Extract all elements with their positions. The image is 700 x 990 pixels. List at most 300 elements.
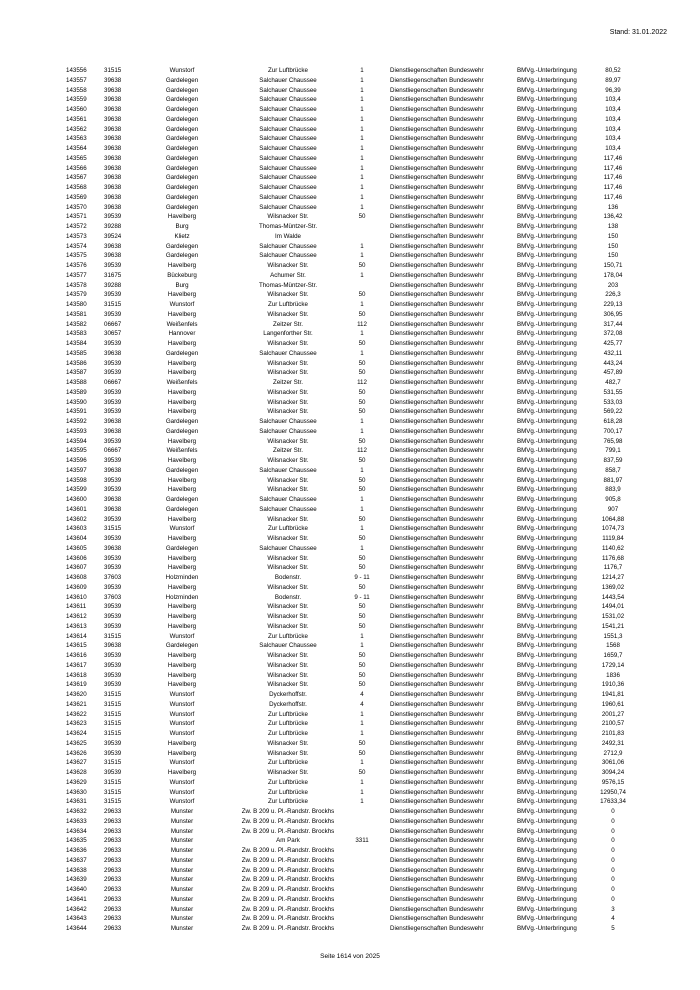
table-row: 143612 39539 Havelberg Wilsnacker Str. 50 Dienstliegenschaften Bundeswehr BMVg.-Unterbringung 1531,02 (66, 613, 625, 620)
cell-usage: BMVg.-Unterbringung (517, 418, 577, 425)
cell-usage: BMVg.-Unterbringung (517, 203, 577, 211)
cell-property-type: Dienstliegenschaften Bundeswehr (390, 154, 484, 162)
cell-postcode: 39638 (104, 145, 122, 152)
cell-id: 143579 (66, 291, 87, 299)
cell-property-type: Dienstliegenschaften Bundeswehr (390, 613, 484, 620)
cell-id: 143635 (66, 837, 87, 845)
table-row: 143631 31515 Wunstorf Zur Luftbrücke 1 Dienstliegenschaften Bundeswehr BMVg.-Unterbringung 17633,34 (66, 798, 626, 806)
cell-property-type: Dienstliegenschaften Bundeswehr (390, 76, 484, 84)
property-table (0, 66, 700, 934)
cell-postcode: 39539 (104, 369, 122, 377)
cell-id: 143602 (66, 515, 87, 523)
cell-id: 143638 (66, 866, 87, 874)
cell-id: 143564 (66, 145, 87, 152)
cell-usage: BMVg.-Unterbringung (517, 876, 577, 884)
cell-property-type: Dienstliegenschaften Bundeswehr (390, 408, 484, 416)
cell-usage: BMVg.-Unterbringung (517, 808, 577, 815)
cell-usage: BMVg.-Unterbringung (517, 778, 577, 786)
table-row: 143600 39638 Gardelegen Salchauer Chaussee 1 Dienstliegenschaften Bundeswehr BMVg.-Unterbringung 905,8 (66, 496, 621, 503)
cell-postcode: 29633 (104, 847, 122, 854)
cell-id: 143565 (66, 154, 87, 162)
cell-usage: BMVg.-Unterbringung (517, 505, 577, 513)
table-row: 143562 39638 Gardelegen Salchauer Chaussee 1 Dienstliegenschaften Bundeswehr BMVg.-Unterbringung 103,4 (66, 125, 621, 133)
cell-id: 143578 (66, 281, 87, 289)
cell-property-type: Dienstliegenschaften Bundeswehr (390, 437, 484, 445)
table-row: 143568 39638 Gardelegen Salchauer Chaussee 1 Dienstliegenschaften Bundeswehr BMVg.-Unterbringung 117,46 (66, 184, 623, 191)
cell-usage: BMVg.-Unterbringung (517, 252, 577, 260)
cell-postcode: 31515 (104, 720, 122, 728)
cell-usage: BMVg.-Unterbringung (517, 544, 577, 552)
cell-property-type: Dienstliegenschaften Bundeswehr (390, 252, 484, 260)
stand-date: Stand: 31.01.2022 (609, 29, 667, 36)
cell-usage: BMVg.-Unterbringung (517, 749, 577, 757)
cell-id: 143618 (66, 671, 87, 679)
cell-property-type: Dienstliegenschaften Bundeswehr (390, 905, 484, 913)
cell-id: 143585 (66, 349, 87, 357)
cell-usage: BMVg.-Unterbringung (517, 632, 577, 640)
table-row: 143623 31515 Wunstorf Zur Luftbrücke 1 Dienstliegenschaften Bundeswehr BMVg.-Unterbringung 2100,57 (66, 720, 625, 728)
table-row: 143624 31515 Wunstorf Zur Luftbrücke 1 Dienstliegenschaften Bundeswehr BMVg.-Unterbringung 2101,83 (66, 730, 625, 737)
cell-usage: BMVg.-Unterbringung (517, 905, 577, 913)
cell-usage: BMVg.-Unterbringung (517, 349, 577, 357)
cell-property-type: Dienstliegenschaften Bundeswehr (390, 691, 484, 698)
table-row: 143587 39539 Havelberg Wilsnacker Str. 50 Dienstliegenschaften Bundeswehr BMVg.-Unterbringung 457,89 (66, 369, 623, 377)
cell-postcode: 39638 (104, 544, 122, 552)
cell-id: 143583 (66, 330, 87, 338)
cell-postcode: 31515 (104, 759, 122, 767)
cell-property-type: Dienstliegenschaften Bundeswehr (390, 681, 484, 689)
cell-postcode: 39539 (104, 564, 122, 572)
cell-postcode: 39638 (104, 115, 122, 123)
cell-usage: BMVg.-Unterbringung (517, 330, 577, 338)
cell-property-type: Dienstliegenschaften Bundeswehr (390, 291, 484, 299)
cell-postcode: 39638 (104, 193, 122, 201)
cell-property-type: Dienstliegenschaften Bundeswehr (390, 379, 484, 386)
cell-property-type: Dienstliegenschaften Bundeswehr (390, 837, 484, 845)
cell-id: 143606 (66, 554, 87, 562)
cell-id: 143629 (66, 778, 87, 786)
table-row: 143564 39638 Gardelegen Salchauer Chaussee 1 Dienstliegenschaften Bundeswehr BMVg.-Unterbringung 103,4 (66, 145, 621, 152)
cell-postcode: 39539 (104, 554, 122, 562)
cell-property-type: Dienstliegenschaften Bundeswehr (390, 106, 484, 113)
cell-usage: BMVg.-Unterbringung (517, 135, 577, 143)
cell-postcode: 39539 (104, 671, 122, 679)
cell-usage: BMVg.-Unterbringung (517, 847, 577, 854)
cell-postcode: 39539 (104, 476, 122, 484)
cell-id: 143611 (66, 603, 87, 611)
table-row: 143574 39638 Gardelegen Salchauer Chaussee 1 Dienstliegenschaften Bundeswehr BMVg.-Unterbringung 150 (66, 242, 619, 250)
cell-usage: BMVg.-Unterbringung (517, 164, 577, 172)
cell-usage: BMVg.-Unterbringung (517, 447, 577, 455)
cell-property-type: Dienstliegenschaften Bundeswehr (390, 457, 484, 464)
cell-id: 143642 (66, 905, 87, 913)
cell-property-type: Dienstliegenschaften Bundeswehr (390, 427, 484, 435)
cell-postcode: 39638 (104, 349, 122, 357)
cell-property-type: Dienstliegenschaften Bundeswehr (390, 515, 484, 523)
cell-usage: BMVg.-Unterbringung (517, 457, 577, 464)
cell-id: 143636 (66, 847, 87, 854)
cell-property-type: Dienstliegenschaften Bundeswehr (390, 359, 484, 367)
cell-usage: BMVg.-Unterbringung (517, 193, 577, 201)
cell-postcode: 31515 (104, 788, 122, 796)
cell-usage: BMVg.-Unterbringung (517, 622, 577, 630)
cell-usage: BMVg.-Unterbringung (517, 476, 577, 484)
cell-property-type: Dienstliegenschaften Bundeswehr (390, 827, 484, 835)
cell-postcode: 39539 (104, 388, 122, 396)
cell-usage: BMVg.-Unterbringung (517, 671, 577, 679)
cell-postcode: 39539 (104, 661, 122, 669)
cell-property-type: Dienstliegenschaften Bundeswehr (390, 583, 484, 591)
cell-id: 143584 (66, 340, 87, 347)
table-row: 143638 29633 Munster Zw. B 209 u. Pl.-Randstr. Brockhs Dienstliegenschaften Bundeswehr BMVg.-Unterbringung 0 (66, 866, 615, 874)
cell-usage: BMVg.-Unterbringung (517, 291, 577, 299)
cell-id: 143592 (66, 418, 87, 425)
cell-usage: BMVg.-Unterbringung (517, 184, 577, 191)
table-row: 143644 29633 Munster Zw. B 209 u. Pl.-Randstr. Brockhs Dienstliegenschaften Bundeswehr BMVg.-Unterbringung 5 (66, 925, 615, 932)
cell-postcode: 29633 (104, 817, 122, 825)
cell-usage: BMVg.-Unterbringung (517, 886, 577, 893)
cell-id: 143591 (66, 408, 87, 416)
cell-id: 143560 (66, 106, 87, 113)
table-row: 143614 31515 Wunstorf Zur Luftbrücke 1 Dienstliegenschaften Bundeswehr BMVg.-Unterbringung 1551,3 (66, 632, 623, 640)
cell-property-type: Dienstliegenschaften Bundeswehr (390, 115, 484, 123)
table-row: 143616 39539 Havelberg Wilsnacker Str. 50 Dienstliegenschaften Bundeswehr BMVg.-Unterbringung 1659,7 (66, 652, 623, 659)
cell-property-type: Dienstliegenschaften Bundeswehr (390, 349, 484, 357)
cell-property-type: Dienstliegenschaften Bundeswehr (390, 886, 484, 893)
cell-property-type: Dienstliegenschaften Bundeswehr (390, 223, 484, 230)
cell-id: 143643 (66, 915, 87, 923)
table-row: 143593 39638 Gardelegen Salchauer Chaussee 1 Dienstliegenschaften Bundeswehr BMVg.-Unterbringung 700,17 (66, 427, 623, 435)
cell-property-type: Dienstliegenschaften Bundeswehr (390, 895, 484, 903)
table-row: 143577 31675 Bückeburg Achumer Str. 1 Dienstliegenschaften Bundeswehr BMVg.-Unterbringung 178,04 (66, 271, 623, 279)
cell-postcode: 39539 (104, 613, 122, 620)
cell-property-type: Dienstliegenschaften Bundeswehr (390, 135, 484, 143)
cell-postcode: 39638 (104, 106, 122, 113)
cell-usage: BMVg.-Unterbringung (517, 427, 577, 435)
cell-id: 143601 (66, 505, 87, 513)
cell-postcode: 31515 (104, 67, 122, 74)
cell-property-type: Dienstliegenschaften Bundeswehr (390, 505, 484, 513)
table-row: 143615 39638 Gardelegen Salchauer Chaussee 1 Dienstliegenschaften Bundeswehr BMVg.-Unterbringung 1568 (66, 642, 620, 650)
cell-usage: BMVg.-Unterbringung (517, 535, 577, 542)
table-row: 143594 39539 Havelberg Wilsnacker Str. 50 Dienstliegenschaften Bundeswehr BMVg.-Unterbringung 765,98 (66, 437, 623, 445)
cell-property-type: Dienstliegenschaften Bundeswehr (390, 817, 484, 825)
cell-usage: BMVg.-Unterbringung (517, 496, 577, 503)
cell-postcode: 29633 (104, 925, 122, 932)
cell-id: 143614 (66, 632, 87, 640)
table-row: 143598 39539 Havelberg Wilsnacker Str. 50 Dienstliegenschaften Bundeswehr BMVg.-Unterbringung 881,97 (66, 476, 623, 484)
table-row: 143595 06667 Weißenfels Zeitzer Str. 112 Dienstliegenschaften Bundeswehr BMVg.-Unterbringung 799,1 (66, 447, 621, 455)
cell-property-type: Dienstliegenschaften Bundeswehr (390, 544, 484, 552)
cell-usage: BMVg.-Unterbringung (517, 652, 577, 659)
cell-postcode: 39539 (104, 359, 122, 367)
cell-postcode: 30657 (104, 330, 122, 338)
table-row: 143626 39539 Havelberg Wilsnacker Str. 50 Dienstliegenschaften Bundeswehr BMVg.-Unterbringung 2712,9 (66, 749, 623, 757)
cell-property-type: Dienstliegenschaften Bundeswehr (390, 320, 484, 328)
cell-postcode: 39638 (104, 418, 122, 425)
cell-postcode: 39288 (104, 281, 122, 289)
table-row: 143573 39524 Klietz Im Walde Dienstliegenschaften Bundeswehr BMVg.-Unterbringung 150 (66, 232, 619, 240)
cell-property-type: Dienstliegenschaften Bundeswehr (390, 310, 484, 318)
cell-property-type: Dienstliegenschaften Bundeswehr (390, 271, 484, 279)
cell-usage: BMVg.-Unterbringung (517, 408, 577, 416)
cell-usage: BMVg.-Unterbringung (517, 340, 577, 347)
cell-usage: BMVg.-Unterbringung (517, 593, 577, 601)
cell-postcode: 39638 (104, 184, 122, 191)
cell-postcode: 39539 (104, 262, 122, 269)
cell-postcode: 39638 (104, 642, 122, 650)
table-row: 143560 39638 Gardelegen Salchauer Chaussee 1 Dienstliegenschaften Bundeswehr BMVg.-Unterbringung 103,4 (66, 106, 621, 113)
cell-postcode: 39539 (104, 652, 122, 659)
cell-postcode: 39638 (104, 96, 122, 104)
cell-id: 143567 (66, 174, 87, 182)
table-row: 143566 39638 Gardelegen Salchauer Chaussee 1 Dienstliegenschaften Bundeswehr BMVg.-Unterbringung 117,46 (66, 164, 623, 172)
table-row: 143582 06667 Weißenfels Zeitzer Str. 112 Dienstliegenschaften Bundeswehr BMVg.-Unterbringung 317,44 (66, 320, 623, 328)
table-row: 143606 39539 Havelberg Wilsnacker Str. 50 Dienstliegenschaften Bundeswehr BMVg.-Unterbringung 1176,68 (66, 554, 624, 562)
cell-property-type: Dienstliegenschaften Bundeswehr (390, 262, 484, 269)
cell-property-type: Dienstliegenschaften Bundeswehr (390, 447, 484, 455)
table-row: 143613 39539 Havelberg Wilsnacker Str. 50 Dienstliegenschaften Bundeswehr BMVg.-Unterbringung 1541,21 (66, 622, 625, 630)
cell-usage: BMVg.-Unterbringung (517, 798, 577, 806)
table-row: 143610 37603 Holzminden Bodenstr. 9 - 11 Dienstliegenschaften Bundeswehr BMVg.-Unterbringung 1443,54 (66, 593, 625, 601)
cell-property-type: Dienstliegenschaften Bundeswehr (390, 242, 484, 250)
table-row: 143605 39638 Gardelegen Salchauer Chaussee 1 Dienstliegenschaften Bundeswehr BMVg.-Unterbringung 1140,62 (66, 544, 624, 552)
table-row: 143558 39638 Gardelegen Salchauer Chaussee 1 Dienstliegenschaften Bundeswehr BMVg.-Unterbringung 96,39 (66, 86, 621, 94)
cell-usage: BMVg.-Unterbringung (517, 769, 577, 776)
cell-property-type: Dienstliegenschaften Bundeswehr (390, 720, 484, 728)
cell-postcode: 39638 (104, 252, 122, 260)
table-row: 143590 39539 Havelberg Wilsnacker Str. 50 Dienstliegenschaften Bundeswehr BMVg.-Unterbringung 533,03 (66, 398, 623, 406)
cell-property-type: Dienstliegenschaften Bundeswehr (390, 710, 484, 718)
cell-property-type: Dienstliegenschaften Bundeswehr (390, 301, 484, 308)
cell-id: 143622 (66, 710, 87, 718)
cell-id: 143619 (66, 681, 87, 689)
table-row: 143580 31515 Wunstorf Zur Luftbrücke 1 Dienstliegenschaften Bundeswehr BMVg.-Unterbringung 229,13 (66, 301, 623, 308)
cell-property-type: Dienstliegenschaften Bundeswehr (390, 388, 484, 396)
cell-property-type: Dienstliegenschaften Bundeswehr (390, 778, 484, 786)
table-row: 143585 39638 Gardelegen Salchauer Chaussee 1 Dienstliegenschaften Bundeswehr BMVg.-Unterbringung 432,11 (66, 349, 623, 357)
cell-postcode: 39539 (104, 583, 122, 591)
cell-postcode: 29633 (104, 866, 122, 874)
table-row: 143639 29633 Munster Zw. B 209 u. Pl.-Randstr. Brockhs Dienstliegenschaften Bundeswehr BMVg.-Unterbringung 0 (66, 876, 615, 884)
cell-usage: BMVg.-Unterbringung (517, 515, 577, 523)
cell-postcode: 39539 (104, 408, 122, 416)
cell-postcode: 39288 (104, 223, 122, 230)
cell-id: 143632 (66, 808, 87, 815)
cell-postcode: 39638 (104, 154, 122, 162)
cell-usage: BMVg.-Unterbringung (517, 613, 577, 620)
table-row: 143601 39638 Gardelegen Salchauer Chaussee 1 Dienstliegenschaften Bundeswehr BMVg.-Unterbringung 907 (66, 505, 619, 513)
cell-property-type: Dienstliegenschaften Bundeswehr (390, 466, 484, 474)
cell-postcode: 06667 (104, 447, 122, 455)
cell-property-type: Dienstliegenschaften Bundeswehr (390, 876, 484, 884)
cell-property-type: Dienstliegenschaften Bundeswehr (390, 788, 484, 796)
table-row: 143567 39638 Gardelegen Salchauer Chaussee 1 Dienstliegenschaften Bundeswehr BMVg.-Unterbringung 117,46 (66, 174, 623, 182)
table-row: 143599 39539 Havelberg Wilsnacker Str. 50 Dienstliegenschaften Bundeswehr BMVg.-Unterbringung 883,9 (66, 486, 621, 494)
cell-postcode: 31515 (104, 730, 122, 737)
cell-id: 143562 (66, 125, 87, 133)
cell-postcode: 39638 (104, 242, 122, 250)
cell-property-type: Dienstliegenschaften Bundeswehr (390, 164, 484, 172)
page-number: Seite 1614 von 2025 (320, 953, 380, 960)
cell-usage: BMVg.-Unterbringung (517, 213, 577, 221)
cell-property-type: Dienstliegenschaften Bundeswehr (390, 369, 484, 377)
cell-usage: BMVg.-Unterbringung (517, 379, 577, 386)
cell-postcode: 39539 (104, 515, 122, 523)
cell-id: 143573 (66, 232, 87, 240)
cell-property-type: Dienstliegenschaften Bundeswehr (390, 652, 484, 659)
cell-property-type: Dienstliegenschaften Bundeswehr (390, 232, 484, 240)
cell-id: 143639 (66, 876, 87, 884)
table-row: 143607 39539 Havelberg Wilsnacker Str. 50 Dienstliegenschaften Bundeswehr BMVg.-Unterbringung 1176,7 (66, 564, 623, 572)
cell-usage: BMVg.-Unterbringung (517, 691, 577, 698)
cell-property-type: Dienstliegenschaften Bundeswehr (390, 769, 484, 776)
cell-id: 143621 (66, 700, 87, 708)
cell-id: 143571 (66, 213, 87, 221)
cell-id: 143569 (66, 193, 87, 201)
cell-postcode: 39539 (104, 535, 122, 542)
cell-property-type: Dienstliegenschaften Bundeswehr (390, 915, 484, 923)
cell-id: 143577 (66, 271, 87, 279)
cell-postcode: 29633 (104, 895, 122, 903)
cell-usage: BMVg.-Unterbringung (517, 359, 577, 367)
cell-usage: BMVg.-Unterbringung (517, 817, 577, 825)
cell-id: 143625 (66, 739, 87, 747)
cell-property-type: Dienstliegenschaften Bundeswehr (390, 203, 484, 211)
cell-id: 143634 (66, 827, 87, 835)
cell-postcode: 39638 (104, 125, 122, 133)
table-row: 143591 39539 Havelberg Wilsnacker Str. 50 Dienstliegenschaften Bundeswehr BMVg.-Unterbringung 569,22 (66, 408, 623, 416)
table-row: 143589 39539 Havelberg Wilsnacker Str. 50 Dienstliegenschaften Bundeswehr BMVg.-Unterbringung 531,55 (66, 388, 623, 396)
cell-property-type: Dienstliegenschaften Bundeswehr (390, 798, 484, 806)
cell-usage: BMVg.-Unterbringung (517, 788, 577, 796)
cell-id: 143590 (66, 398, 87, 406)
cell-property-type: Dienstliegenschaften Bundeswehr (390, 661, 484, 669)
cell-usage: BMVg.-Unterbringung (517, 915, 577, 923)
table-row: 143632 29633 Munster Zw. B 209 u. Pl.-Randstr. Brockhs Dienstliegenschaften Bundeswehr BMVg.-Unterbringung 0 (66, 808, 615, 815)
cell-id: 143617 (66, 661, 87, 669)
table-row: 143621 31515 Wunstorf Dyckerhoffstr. 4 Dienstliegenschaften Bundeswehr BMVg.-Unterbringung 1960,61 (66, 700, 625, 708)
cell-id: 143615 (66, 642, 87, 650)
cell-postcode: 39638 (104, 203, 122, 211)
cell-property-type: Dienstliegenschaften Bundeswehr (390, 739, 484, 747)
table-row: 143643 29633 Munster Zw. B 209 u. Pl.-Randstr. Brockhs Dienstliegenschaften Bundeswehr BMVg.-Unterbringung 4 (66, 915, 615, 923)
cell-property-type: Dienstliegenschaften Bundeswehr (390, 730, 484, 737)
table-row: 143618 39539 Havelberg Wilsnacker Str. 50 Dienstliegenschaften Bundeswehr BMVg.-Unterbringung 1836 (66, 671, 620, 679)
cell-property-type: Dienstliegenschaften Bundeswehr (390, 700, 484, 708)
cell-id: 143556 (66, 67, 87, 74)
table-row: 143627 31515 Wunstorf Zur Luftbrücke 1 Dienstliegenschaften Bundeswehr BMVg.-Unterbringung 3061,06 (66, 759, 625, 767)
cell-property-type: Dienstliegenschaften Bundeswehr (390, 749, 484, 757)
cell-id: 143570 (66, 203, 87, 211)
cell-id: 143624 (66, 730, 87, 737)
cell-postcode: 39539 (104, 213, 122, 221)
cell-property-type: Dienstliegenschaften Bundeswehr (390, 418, 484, 425)
table-row: 143636 29633 Munster Zw. B 209 u. Pl.-Randstr. Brockhs Dienstliegenschaften Bundeswehr BMVg.-Unterbringung 0 (66, 847, 615, 854)
cell-postcode: 37603 (104, 574, 122, 581)
cell-property-type: Dienstliegenschaften Bundeswehr (390, 808, 484, 815)
cell-postcode: 39539 (104, 437, 122, 445)
cell-postcode: 31515 (104, 632, 122, 640)
cell-postcode: 37603 (104, 593, 122, 601)
cell-usage: BMVg.-Unterbringung (517, 856, 577, 864)
cell-usage: BMVg.-Unterbringung (517, 242, 577, 250)
cell-id: 143559 (66, 96, 87, 104)
cell-id: 143620 (66, 691, 87, 698)
cell-property-type: Dienstliegenschaften Bundeswehr (390, 476, 484, 484)
cell-id: 143640 (66, 886, 87, 893)
cell-id: 143581 (66, 310, 87, 318)
cell-usage: BMVg.-Unterbringung (517, 271, 577, 279)
cell-usage: BMVg.-Unterbringung (517, 154, 577, 162)
cell-usage: BMVg.-Unterbringung (517, 583, 577, 591)
cell-property-type: Dienstliegenschaften Bundeswehr (390, 398, 484, 406)
cell-usage: BMVg.-Unterbringung (517, 564, 577, 572)
cell-usage: BMVg.-Unterbringung (517, 486, 577, 494)
cell-usage: BMVg.-Unterbringung (517, 262, 577, 269)
cell-id: 143599 (66, 486, 87, 494)
cell-id: 143608 (66, 574, 87, 581)
table-row: 143611 39539 Havelberg Wilsnacker Str. 50 Dienstliegenschaften Bundeswehr BMVg.-Unterbringung 1494,01 (66, 603, 625, 611)
cell-postcode: 29633 (104, 837, 122, 845)
cell-property-type: Dienstliegenschaften Bundeswehr (390, 535, 484, 542)
table-row: 143570 39638 Gardelegen Salchauer Chaussee 1 Dienstliegenschaften Bundeswehr BMVg.-Unterbringung 136 (66, 203, 619, 211)
table-row: 143641 29633 Munster Zw. B 209 u. Pl.-Randstr. Brockhs Dienstliegenschaften Bundeswehr BMVg.-Unterbringung 0 (66, 895, 615, 903)
cell-property-type: Dienstliegenschaften Bundeswehr (390, 193, 484, 201)
table-row: 143604 39539 Havelberg Wilsnacker Str. 50 Dienstliegenschaften Bundeswehr BMVg.-Unterbringung 1119,84 (66, 535, 624, 542)
cell-usage: BMVg.-Unterbringung (517, 574, 577, 581)
table-row: 143569 39638 Gardelegen Salchauer Chaussee 1 Dienstliegenschaften Bundeswehr BMVg.-Unterbringung 117,46 (66, 193, 623, 201)
cell-usage: BMVg.-Unterbringung (517, 232, 577, 240)
cell-usage: BMVg.-Unterbringung (517, 700, 577, 708)
cell-id: 143631 (66, 798, 87, 806)
cell-id: 143604 (66, 535, 87, 542)
cell-id: 143607 (66, 564, 87, 572)
table-row: 143635 29633 Munster Am Park 3311 Dienstliegenschaften Bundeswehr BMVg.-Unterbringung 0 (66, 837, 615, 845)
cell-usage: BMVg.-Unterbringung (517, 554, 577, 562)
cell-postcode: 39539 (104, 486, 122, 494)
table-row: 143628 39539 Havelberg Wilsnacker Str. 50 Dienstliegenschaften Bundeswehr BMVg.-Unterbringung 3094,24 (66, 769, 625, 776)
cell-usage: BMVg.-Unterbringung (517, 681, 577, 689)
cell-usage: BMVg.-Unterbringung (517, 603, 577, 611)
cell-id: 143641 (66, 895, 87, 903)
cell-id: 143596 (66, 457, 87, 464)
cell-usage: BMVg.-Unterbringung (517, 759, 577, 767)
cell-postcode: 39638 (104, 164, 122, 172)
cell-id: 143575 (66, 252, 87, 260)
cell-usage: BMVg.-Unterbringung (517, 67, 577, 74)
cell-postcode: 29633 (104, 876, 122, 884)
cell-id: 143623 (66, 720, 87, 728)
cell-usage: BMVg.-Unterbringung (517, 730, 577, 737)
cell-property-type: Dienstliegenschaften Bundeswehr (390, 632, 484, 640)
cell-postcode: 29633 (104, 808, 122, 815)
cell-postcode: 39539 (104, 749, 122, 757)
table-row: 143640 29633 Munster Zw. B 209 u. Pl.-Randstr. Brockhs Dienstliegenschaften Bundeswehr BMVg.-Unterbringung 0 (66, 886, 615, 893)
table-row: 143586 39539 Havelberg Wilsnacker Str. 50 Dienstliegenschaften Bundeswehr BMVg.-Unterbringung 443,24 (66, 359, 623, 367)
table-row: 143629 31515 Wunstorf Zur Luftbrücke 1 Dienstliegenschaften Bundeswehr BMVg.-Unterbringung 9576,15 (66, 778, 625, 786)
table-row: 143602 39539 Havelberg Wilsnacker Str. 50 Dienstliegenschaften Bundeswehr BMVg.-Unterbringung 1064,88 (66, 515, 625, 523)
cell-usage: BMVg.-Unterbringung (517, 301, 577, 308)
cell-property-type: Dienstliegenschaften Bundeswehr (390, 554, 484, 562)
cell-id: 143603 (66, 525, 87, 533)
cell-usage: BMVg.-Unterbringung (517, 145, 577, 152)
cell-id: 143595 (66, 447, 87, 455)
cell-postcode: 39539 (104, 398, 122, 406)
table-row: 143592 39638 Gardelegen Salchauer Chaussee 1 Dienstliegenschaften Bundeswehr BMVg.-Unterbringung 618,28 (66, 418, 623, 425)
cell-property-type: Dienstliegenschaften Bundeswehr (390, 213, 484, 221)
cell-usage: BMVg.-Unterbringung (517, 388, 577, 396)
